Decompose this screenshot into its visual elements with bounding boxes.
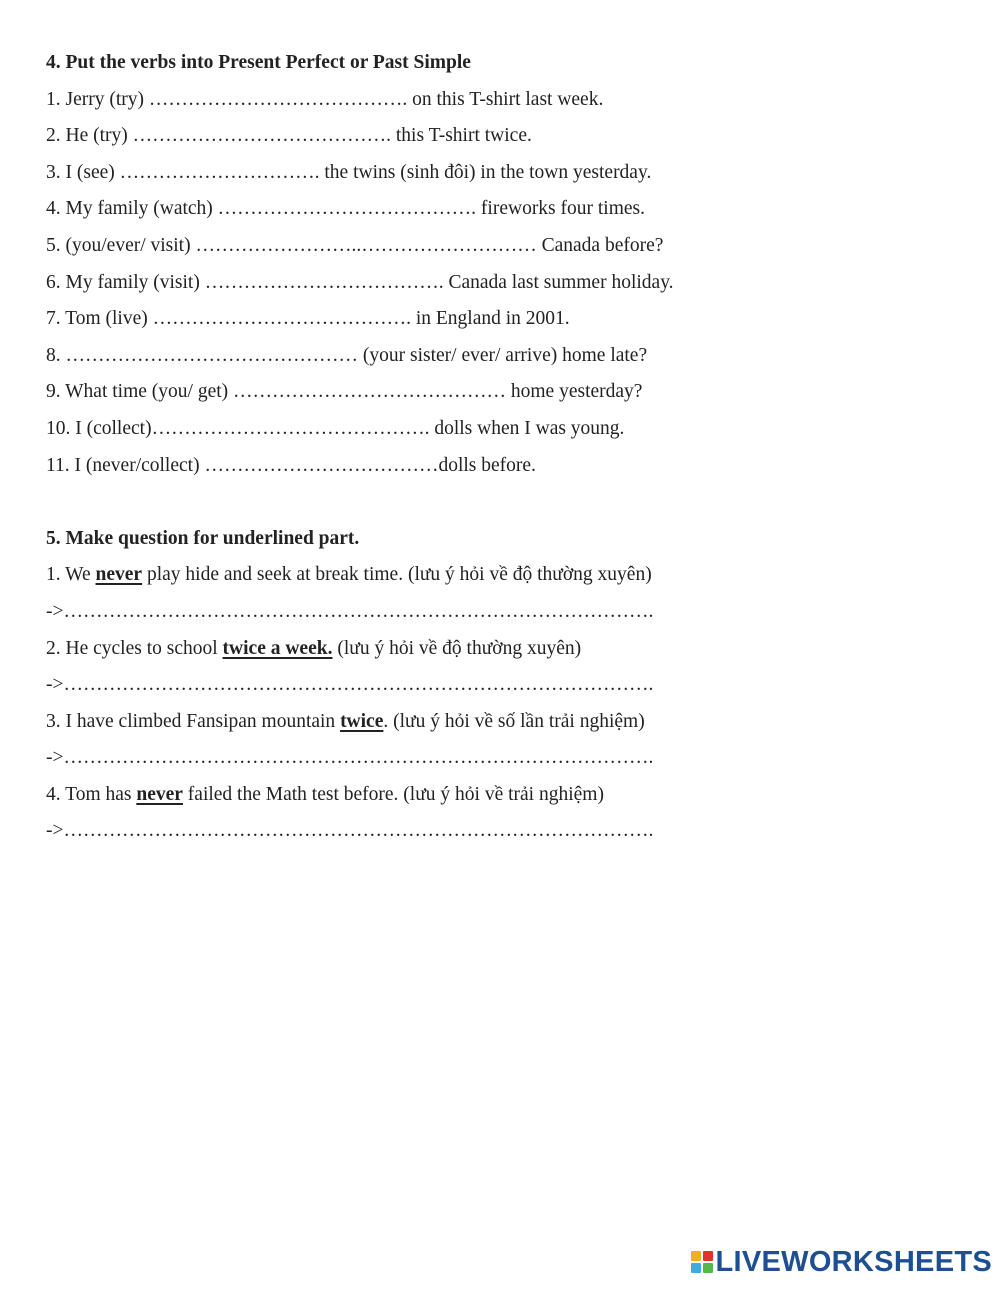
answer-line-3[interactable]: ->……………………………………………………………………………….	[46, 747, 654, 769]
liveworksheets-logo-icon	[691, 1251, 713, 1273]
exercise-4-item-8: 8. ……………………………………… (your sister/ ever/ arrive) home late?	[46, 344, 648, 366]
logo-text: LIVEWORKSHEETS	[715, 1245, 992, 1278]
answer-blank[interactable]: ……………………………….	[204, 271, 449, 293]
exercise-5-item-3: 3. I have climbed Fansipan mountain twice. (lưu ý hỏi về số lần trải nghiệm)	[46, 710, 645, 732]
underlined-part: never	[95, 564, 143, 586]
answer-line-4[interactable]: ->……………………………………………………………………………….	[46, 820, 654, 842]
worksheet	[46, 45, 946, 850]
liveworksheets-logo[interactable]	[691, 1245, 993, 1279]
exercise-4-item-6: 6. My family (visit) ………………………………. Canada last summer holiday.	[46, 271, 674, 293]
answer-blank[interactable]: ………………………….	[119, 161, 325, 183]
answer-blank[interactable]: ………………………………….	[217, 198, 481, 220]
exercise-4-item-7: 7. Tom (live) …………………………………. in England in 2001.	[46, 308, 570, 330]
exercise-5-item-1: 1. We never play hide and seek at break time. (lưu ý hỏi về độ thường xuyên)	[46, 564, 652, 586]
underlined-part: twice a week.	[222, 637, 333, 659]
underlined-part: never	[136, 783, 183, 805]
exercise-5-item-2: 2. He cycles to school twice a week. (lưu ý hỏi về độ thường xuyên)	[46, 637, 582, 659]
logo-block-blue	[691, 1263, 701, 1273]
exercise-4-item-4: 4. My family (watch) …………………………………. fireworks four times.	[46, 198, 646, 220]
answer-blank[interactable]: ……………………………………	[233, 381, 511, 403]
underlined-part: twice	[340, 710, 384, 732]
exercise-4-item-3: 3. I (see) …………………………. the twins (sinh đôi) in the town yesterday.	[46, 161, 652, 183]
exercise-4-item-11: 11. I (never/collect) ………………………………dolls before.	[46, 454, 536, 476]
exercise-5-item-4: 4. Tom has never failed the Math test before. (lưu ý hỏi về trải nghiệm)	[46, 783, 604, 805]
exercise-4-item-9: 9. What time (you/ get) …………………………………… home yesterday?	[46, 381, 643, 403]
logo-block-yellow	[691, 1251, 701, 1261]
answer-line-1[interactable]: ->……………………………………………………………………………….	[46, 600, 654, 622]
exercise-4-item-5: 5. (you/ever/ visit) ……………………..……………………… Canada before?	[46, 234, 664, 256]
section-5-title: 5. Make question for underlined part.	[46, 527, 360, 549]
logo-block-red	[703, 1251, 713, 1261]
answer-blank[interactable]: ………………………………	[204, 454, 439, 476]
answer-blank[interactable]: ……………………..………………………	[195, 234, 542, 256]
answer-line-2[interactable]: ->……………………………………………………………………………….	[46, 674, 654, 696]
section-4-title: 4. Put the verbs into Present Perfect or Past Simple	[46, 52, 471, 73]
answer-blank[interactable]: ………………………………………	[65, 344, 363, 366]
answer-blank[interactable]: ………………………………….	[148, 88, 413, 110]
exercise-4-item-2: 2. He (try) …………………………………. this T-shirt twice.	[46, 125, 532, 147]
answer-blank[interactable]: ………………………………….	[132, 125, 396, 147]
logo-block-green	[703, 1263, 713, 1273]
answer-blank[interactable]: ………………………………….	[152, 308, 416, 330]
answer-blank[interactable]: …………………………………….	[151, 417, 435, 439]
section-spacer	[46, 484, 946, 521]
exercise-4-item-1: 1. Jerry (try) …………………………………. on this T-shirt last week.	[46, 88, 604, 110]
exercise-4-item-10: 10. I (collect)……………………………………. dolls when I was young.	[46, 417, 625, 439]
